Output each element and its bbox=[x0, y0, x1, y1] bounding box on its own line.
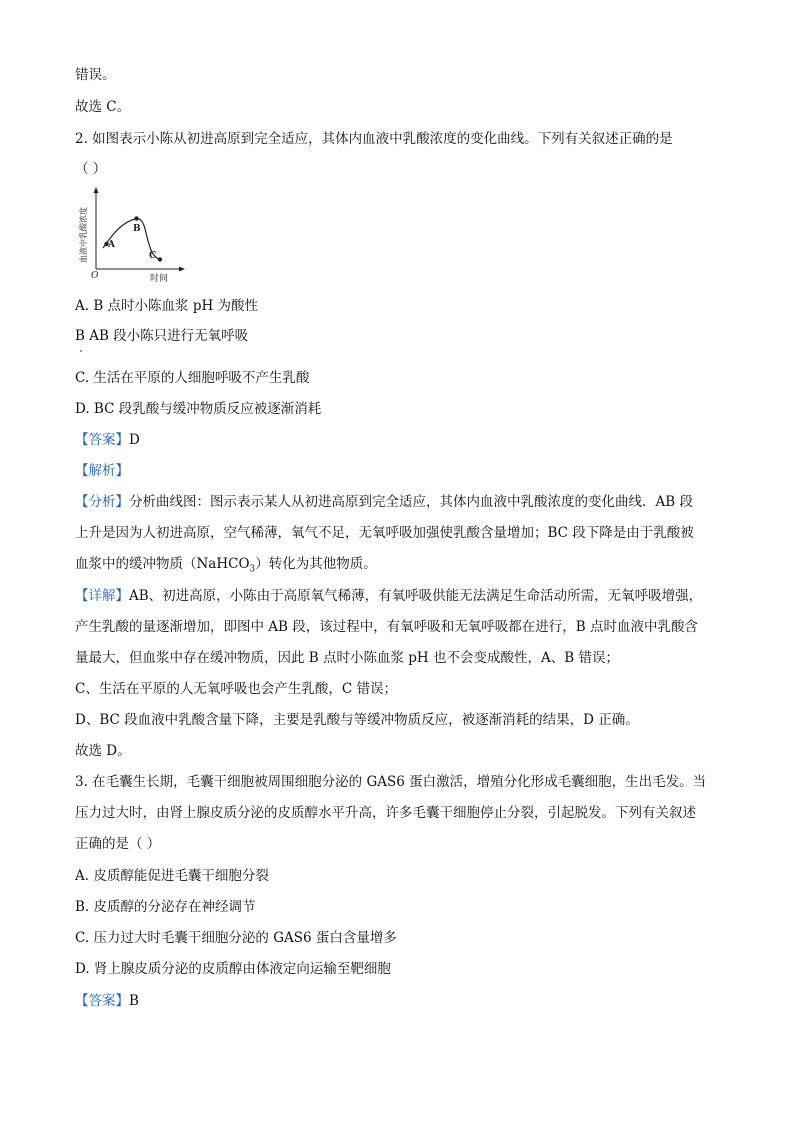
jiexi-tag: 【解析】 bbox=[75, 463, 129, 479]
point-c-label: C bbox=[149, 251, 157, 261]
point-a-label: A bbox=[108, 240, 115, 250]
fenxi-text-3b: ）转化为其他物质。 bbox=[255, 556, 377, 572]
q3-option-d: D. 肾上腺皮质分泌的皮质醇由体液定向运输至靶细胞 bbox=[75, 961, 391, 977]
origin-label: O bbox=[91, 271, 99, 281]
q2-stem-line2: （ ） bbox=[75, 161, 107, 177]
q2-fenxi-line1 bbox=[75, 493, 693, 511]
q2-option-a: A. B 点时小陈血浆 pH 为酸性 bbox=[75, 298, 259, 314]
q3-stem-line3: 正确的是（ ） bbox=[75, 836, 161, 852]
q2-fenxi-line3 bbox=[75, 555, 377, 579]
xiangjie-text-1: AB、初进高原，小陈由于高原氧气稀薄，有氧呼吸供能无法满足生命活动所需，无氧呼吸增强， bbox=[129, 588, 703, 604]
q2-conclusion: 故选 D。 bbox=[75, 743, 131, 759]
q2-xiangjie-line4: C、生活在平原的人无氧呼吸也会产生乳酸，C 错误； bbox=[75, 681, 397, 697]
lactate-curve-graph bbox=[78, 185, 188, 285]
stray-dot bbox=[80, 350, 82, 352]
q3-option-a: A. 皮质醇能促进毛囊干细胞分裂 bbox=[75, 868, 269, 884]
answer-value: B bbox=[129, 993, 139, 1009]
q3-stem-line2: 压力过大时，由肾上腺皮质分泌的皮质醇水平升高，许多毛囊干细胞停止分裂，引起脱发。下列有关叙述 bbox=[75, 805, 696, 821]
q2-jiexi-line bbox=[75, 462, 129, 480]
fenxi-text-1: 分析曲线图：图示表示某人从初进高原到完全适应，其体内血液中乳酸浓度的变化曲线．AB 段 bbox=[129, 494, 693, 510]
y-axis-label: 血液中乳酸浓度 bbox=[79, 207, 88, 263]
y-axis-arrow bbox=[94, 187, 99, 193]
subscript-3: 3 bbox=[249, 564, 256, 575]
q3-answer-line bbox=[75, 992, 139, 1010]
q2-xiangjie-line3: 量最大，但血浆中存在缓冲物质，因此 B 点时小陈血浆 pH 也不会变成酸性，A、B 错误； bbox=[75, 650, 619, 666]
q2-xiangjie-line2: 产生乳酸的量逐渐增加，即图中 AB 段，该过程中，有氧呼吸和无氧呼吸都在进行，B 点时血液中乳酸含 bbox=[75, 619, 698, 635]
q2-option-c: C. 生活在平原的人细胞呼吸不产生乳酸 bbox=[75, 370, 310, 386]
q2-stem-line1: 2. 如图表示小陈从初进高原到完全适应，其体内血液中乳酸浓度的变化曲线。下列有关叙述正确的是 bbox=[75, 131, 673, 147]
q2-xiangjie-line5: D、BC 段血液中乳酸含量下降，主要是乳酸与等缓冲物质反应，被逐渐消耗的结果，D 正确。 bbox=[75, 712, 639, 728]
q2-xiangjie-line1 bbox=[75, 587, 702, 605]
q2-option-d: D. BC 段乳酸与缓冲物质反应被逐渐消耗 bbox=[75, 401, 322, 417]
point-b-label: B bbox=[133, 224, 141, 234]
prev-conclusion: 故选 C。 bbox=[75, 99, 131, 115]
q2-fenxi-line2: 上升是因为人初进高原，空气稀薄，氧气不足，无氧呼吸加强使乳酸含量增加；BC 段下降是由于乳酸被 bbox=[75, 525, 694, 541]
fenxi-tag: 【分析】 bbox=[75, 494, 129, 510]
answer-value: D bbox=[129, 432, 140, 448]
x-axis-arrow bbox=[179, 267, 185, 272]
point-c-marker bbox=[158, 257, 162, 261]
answer-tag: 【答案】 bbox=[75, 993, 129, 1009]
q2-option-b: B AB 段小陈只进行无氧呼吸 bbox=[75, 328, 249, 344]
xiangjie-tag: 【详解】 bbox=[75, 588, 129, 604]
q3-option-b: B. 皮质醇的分泌存在神经调节 bbox=[75, 899, 256, 915]
answer-tag: 【答案】 bbox=[75, 432, 129, 448]
prev-text-line: 错误。 bbox=[75, 67, 116, 83]
q3-option-c: C. 压力过大时毛囊干细胞分泌的 GAS6 蛋白含量增多 bbox=[75, 930, 397, 946]
q2-answer-line bbox=[75, 431, 140, 449]
x-axis-label: 时间 bbox=[150, 274, 169, 284]
point-b-marker bbox=[134, 216, 138, 220]
q3-stem-line1: 3. 在毛囊生长期，毛囊干细胞被周围细胞分泌的 GAS6 蛋白激活，增殖分化形成毛囊细胞，生出毛发。当 bbox=[75, 774, 707, 790]
fenxi-text-3a: 血浆中的缓冲物质（NaHCO bbox=[75, 556, 250, 572]
